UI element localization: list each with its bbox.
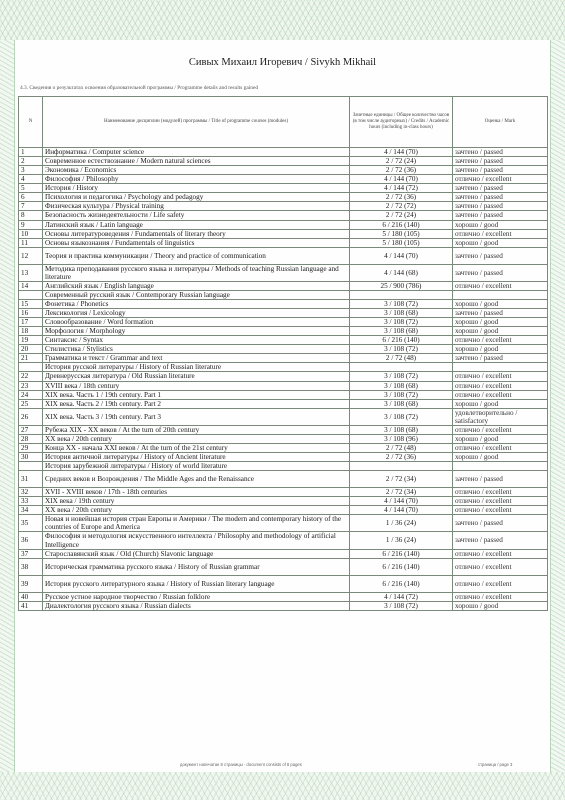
- table-row: [19, 506, 548, 515]
- row-course-title: Безопасность жизнедеятельности / Life safety: [43, 211, 350, 220]
- row-number: 24: [19, 390, 43, 399]
- row-mark: зачтено / passed: [453, 211, 548, 220]
- table-row: [19, 281, 548, 290]
- row-credits: [350, 290, 453, 299]
- table-row: [19, 381, 548, 390]
- row-credits: 6 / 216 (140): [350, 220, 453, 229]
- row-course-title: Современное естествознание / Modern natural sciences: [43, 157, 350, 166]
- row-number: 11: [19, 238, 43, 247]
- row-mark: [453, 290, 548, 299]
- row-credits: 2 / 72 (24): [350, 211, 453, 220]
- row-course-title: История античной литературы / History of Ancient literature: [43, 453, 350, 462]
- row-number: 26: [19, 408, 43, 425]
- row-mark: зачтено / passed: [453, 202, 548, 211]
- row-course-title: XVII - XVIII веков / 17th - 18th centuries: [43, 488, 350, 497]
- row-number: 3: [19, 166, 43, 175]
- row-course-title: История / History: [43, 184, 350, 193]
- row-credits: 3 / 108 (72): [350, 372, 453, 381]
- row-credits: 4 / 144 (70): [350, 497, 453, 506]
- row-number: [19, 462, 43, 471]
- row-number: 36: [19, 532, 43, 549]
- row-number: 20: [19, 345, 43, 354]
- row-course-title: История русского литературного языка / History of Russian literary language: [43, 575, 350, 592]
- row-number: 25: [19, 399, 43, 408]
- row-mark: отлично / excellent: [453, 488, 548, 497]
- table-header-row: [19, 97, 548, 148]
- row-number: 13: [19, 264, 43, 281]
- row-course-title: Методика преподавания русского языка и литературы / Methods of teaching Russian language and literature: [43, 264, 350, 281]
- row-number: 10: [19, 229, 43, 238]
- row-mark: отлично / excellent: [453, 443, 548, 452]
- row-credits: 1 / 36 (24): [350, 515, 453, 532]
- row-number: 21: [19, 354, 43, 363]
- row-credits: 3 / 108 (68): [350, 309, 453, 318]
- table-row: [19, 425, 548, 434]
- table-row: [19, 372, 548, 381]
- table-row: [19, 354, 548, 363]
- row-number: 39: [19, 575, 43, 592]
- guilloche-border-right: [551, 40, 565, 772]
- row-course-title: Информатика / Computer science: [43, 148, 350, 157]
- row-credits: 4 / 144 (72): [350, 184, 453, 193]
- table-row: [19, 363, 548, 372]
- table-row: [19, 462, 548, 471]
- row-mark: отлично / excellent: [453, 497, 548, 506]
- row-course-title: История русской литературы / History of Russian literature: [43, 363, 350, 372]
- row-number: 30: [19, 453, 43, 462]
- row-number: 19: [19, 336, 43, 345]
- row-mark: [453, 462, 548, 471]
- row-mark: удовлетворительно / satisfactory: [453, 408, 548, 425]
- row-credits: 2 / 72 (24): [350, 157, 453, 166]
- row-course-title: Физическая культура / Physical training: [43, 202, 350, 211]
- row-number: 37: [19, 549, 43, 558]
- table-row: [19, 318, 548, 327]
- row-credits: [350, 363, 453, 372]
- row-mark: отлично / excellent: [453, 575, 548, 592]
- row-number: 22: [19, 372, 43, 381]
- row-number: 28: [19, 434, 43, 443]
- row-mark: зачтено / passed: [453, 148, 548, 157]
- row-course-title: Морфология / Morphology: [43, 327, 350, 336]
- row-course-title: XIX века. Часть 3 / 19th century. Part 3: [43, 408, 350, 425]
- row-course-title: Конца XX - начала XXI веков / At the turn of the 21st century: [43, 443, 350, 452]
- row-credits: 2 / 72 (72): [350, 202, 453, 211]
- table-row: [19, 575, 548, 592]
- row-credits: 6 / 216 (140): [350, 575, 453, 592]
- row-mark: хорошо / good: [453, 220, 548, 229]
- row-number: 18: [19, 327, 43, 336]
- guilloche-border-top: [0, 0, 565, 40]
- row-number: 12: [19, 247, 43, 264]
- table-row: [19, 211, 548, 220]
- row-mark: отлично / excellent: [453, 175, 548, 184]
- row-mark: хорошо / good: [453, 299, 548, 308]
- row-credits: 3 / 108 (72): [350, 601, 453, 610]
- table-row: [19, 166, 548, 175]
- table-row: [19, 453, 548, 462]
- row-mark: зачтено / passed: [453, 193, 548, 202]
- row-number: 15: [19, 299, 43, 308]
- row-credits: 2 / 72 (36): [350, 193, 453, 202]
- row-course-title: Грамматика и текст / Grammar and text: [43, 354, 350, 363]
- row-credits: 25 / 900 (786): [350, 281, 453, 290]
- row-credits: 3 / 108 (72): [350, 408, 453, 425]
- row-credits: 2 / 72 (36): [350, 166, 453, 175]
- row-credits: 4 / 144 (72): [350, 592, 453, 601]
- row-mark: зачтено / passed: [453, 264, 548, 281]
- table-row: [19, 601, 548, 610]
- row-mark: отлично / excellent: [453, 229, 548, 238]
- row-course-title: Рубежа XIX - XX веков / At the turn of 20th century: [43, 425, 350, 434]
- row-credits: 3 / 108 (68): [350, 327, 453, 336]
- row-course-title: Фонетика / Phonetics: [43, 299, 350, 308]
- section-title: 4.3. Сведения о результатах освоения образовательной программы / Programme details and results gained: [20, 85, 259, 91]
- table-row: [19, 497, 548, 506]
- row-number: 1: [19, 148, 43, 157]
- row-credits: [350, 462, 453, 471]
- guilloche-border-left: [0, 40, 14, 772]
- row-credits: 2 / 72 (34): [350, 488, 453, 497]
- table-row: [19, 175, 548, 184]
- header-number: N: [19, 97, 43, 148]
- row-course-title: Словообразование / Word formation: [43, 318, 350, 327]
- row-course-title: Стилистика / Stylistics: [43, 345, 350, 354]
- table-row: [19, 515, 548, 532]
- row-course-title: Диалектология русского языка / Russian dialects: [43, 601, 350, 610]
- row-course-title: Лексикология / Lexicology: [43, 309, 350, 318]
- row-mark: хорошо / good: [453, 601, 548, 610]
- row-mark: отлично / excellent: [453, 381, 548, 390]
- row-credits: 3 / 108 (68): [350, 425, 453, 434]
- header-credits: Зачетные единицы / Общее количество часов (в том числе аудиторных) / Credits / Academic hours (including in-class hours): [350, 97, 453, 148]
- row-number: 5: [19, 184, 43, 193]
- grades-table: [18, 96, 548, 611]
- row-credits: 3 / 108 (96): [350, 434, 453, 443]
- row-mark: зачтено / passed: [453, 247, 548, 264]
- row-course-title: Экономика / Economics: [43, 166, 350, 175]
- row-course-title: Синтаксис / Syntax: [43, 336, 350, 345]
- table-row: [19, 558, 548, 575]
- row-mark: зачтено / passed: [453, 354, 548, 363]
- table-row: [19, 148, 548, 157]
- table-row: [19, 532, 548, 549]
- row-mark: хорошо / good: [453, 453, 548, 462]
- row-course-title: Основы языкознания / Fundamentals of linguistics: [43, 238, 350, 247]
- row-course-title: XVIII века / 18th century: [43, 381, 350, 390]
- row-number: 33: [19, 497, 43, 506]
- row-credits: 5 / 180 (105): [350, 238, 453, 247]
- row-credits: 3 / 108 (72): [350, 345, 453, 354]
- table-row: [19, 220, 548, 229]
- row-credits: 3 / 108 (72): [350, 390, 453, 399]
- table-row: [19, 390, 548, 399]
- footer-page-count: документ напечатан 8 страницы · document consists of 8 pages: [180, 762, 302, 767]
- row-number: 35: [19, 515, 43, 532]
- row-number: 2: [19, 157, 43, 166]
- table-row: [19, 408, 548, 425]
- row-mark: отлично / excellent: [453, 558, 548, 575]
- row-number: 16: [19, 309, 43, 318]
- row-course-title: Теория и практика коммуникации / Theory and practice of communication: [43, 247, 350, 264]
- row-course-title: Психология и педагогика / Psychology and pedagogy: [43, 193, 350, 202]
- row-course-title: Русское устное народное творчество / Russian folklore: [43, 592, 350, 601]
- row-number: 32: [19, 488, 43, 497]
- row-course-title: Основы литературоведения / Fundamentals of literary theory: [43, 229, 350, 238]
- row-credits: 3 / 108 (72): [350, 318, 453, 327]
- row-mark: зачтено / passed: [453, 309, 548, 318]
- row-credits: 2 / 72 (48): [350, 443, 453, 452]
- row-course-title: Философия и методология искусственного интеллекта / Philosophy and methodology of artificial Intelligence: [43, 532, 350, 549]
- row-mark: отлично / excellent: [453, 336, 548, 345]
- row-number: 41: [19, 601, 43, 610]
- row-mark: хорошо / good: [453, 399, 548, 408]
- row-credits: 4 / 144 (70): [350, 506, 453, 515]
- row-mark: отлично / excellent: [453, 372, 548, 381]
- row-credits: 4 / 144 (70): [350, 148, 453, 157]
- table-row: [19, 592, 548, 601]
- row-course-title: XX века / 20th century: [43, 434, 350, 443]
- row-course-title: Новая и новейшая история стран Европы и Америки / The modern and contemporary history of the countries of Europe and America: [43, 515, 350, 532]
- row-mark: зачтено / passed: [453, 515, 548, 532]
- table-row: [19, 193, 548, 202]
- table-row: [19, 327, 548, 336]
- row-mark: [453, 363, 548, 372]
- row-course-title: Философия / Philosophy: [43, 175, 350, 184]
- table-row: [19, 229, 548, 238]
- row-mark: хорошо / good: [453, 434, 548, 443]
- table-row: [19, 345, 548, 354]
- row-credits: 3 / 108 (72): [350, 299, 453, 308]
- row-credits: 4 / 144 (68): [350, 264, 453, 281]
- row-credits: 2 / 72 (36): [350, 453, 453, 462]
- table-row: [19, 336, 548, 345]
- row-mark: хорошо / good: [453, 318, 548, 327]
- table-row: [19, 488, 548, 497]
- row-mark: зачтено / passed: [453, 166, 548, 175]
- row-number: 29: [19, 443, 43, 452]
- table-row: [19, 157, 548, 166]
- footer-page-number: страница / page 3: [478, 762, 513, 767]
- row-number: 4: [19, 175, 43, 184]
- table-row: [19, 471, 548, 488]
- row-number: 7: [19, 202, 43, 211]
- table-row: [19, 247, 548, 264]
- row-course-title: История зарубежной литературы / History of world literature: [43, 462, 350, 471]
- row-course-title: Средних веков и Возрождения / The Middle Ages and the Renaissance: [43, 471, 350, 488]
- table-body: [19, 148, 548, 611]
- row-course-title: Древнерусская литература / Old Russian literature: [43, 372, 350, 381]
- row-number: 34: [19, 506, 43, 515]
- row-mark: хорошо / good: [453, 238, 548, 247]
- table-row: [19, 238, 548, 247]
- row-course-title: XIX века / 19th century: [43, 497, 350, 506]
- row-number: [19, 363, 43, 372]
- row-credits: 5 / 180 (105): [350, 229, 453, 238]
- guilloche-border-bottom: [0, 772, 565, 800]
- row-course-title: Старославянский язык / Old (Church) Slavonic language: [43, 549, 350, 558]
- row-number: [19, 290, 43, 299]
- row-course-title: XX века / 20th century: [43, 506, 350, 515]
- row-mark: зачтено / passed: [453, 471, 548, 488]
- table-row: [19, 299, 548, 308]
- row-number: 8: [19, 211, 43, 220]
- table-row: [19, 434, 548, 443]
- header-mark: Оценка / Mark: [453, 97, 548, 148]
- table-row: [19, 399, 548, 408]
- table-row: [19, 202, 548, 211]
- row-mark: отлично / excellent: [453, 425, 548, 434]
- table-row: [19, 184, 548, 193]
- row-course-title: Современный русский язык / Contemporary Russian language: [43, 290, 350, 299]
- student-name: Сивых Михаил Игоревич / Sivykh Mikhail: [188, 57, 377, 68]
- row-mark: отлично / excellent: [453, 549, 548, 558]
- row-course-title: XIX века. Часть 2 / 19th century. Part 2: [43, 399, 350, 408]
- table-row: [19, 264, 548, 281]
- row-number: 23: [19, 381, 43, 390]
- row-number: 38: [19, 558, 43, 575]
- row-mark: отлично / excellent: [453, 592, 548, 601]
- row-course-title: Историческая грамматика русского языка / History of Russian grammar: [43, 558, 350, 575]
- row-credits: 2 / 72 (34): [350, 471, 453, 488]
- row-mark: зачтено / passed: [453, 157, 548, 166]
- row-mark: отлично / excellent: [453, 390, 548, 399]
- row-number: 40: [19, 592, 43, 601]
- header-course-title: Наименование дисциплин (модулей) программы / Title of programme courses (modules): [43, 97, 350, 148]
- row-course-title: Английский язык / English language: [43, 281, 350, 290]
- row-credits: 4 / 144 (70): [350, 247, 453, 264]
- row-mark: хорошо / good: [453, 345, 548, 354]
- row-course-title: Латинский язык / Latin language: [43, 220, 350, 229]
- row-credits: 6 / 216 (140): [350, 558, 453, 575]
- table-row: [19, 309, 548, 318]
- row-credits: 6 / 216 (140): [350, 549, 453, 558]
- row-mark: зачтено / passed: [453, 184, 548, 193]
- row-credits: 3 / 108 (68): [350, 381, 453, 390]
- table-row: [19, 443, 548, 452]
- row-number: 9: [19, 220, 43, 229]
- row-number: 14: [19, 281, 43, 290]
- row-mark: хорошо / good: [453, 327, 548, 336]
- row-credits: 4 / 144 (70): [350, 175, 453, 184]
- row-credits: 1 / 36 (24): [350, 532, 453, 549]
- row-number: 17: [19, 318, 43, 327]
- row-credits: 3 / 108 (68): [350, 399, 453, 408]
- table-row: [19, 290, 548, 299]
- row-credits: 6 / 216 (140): [350, 336, 453, 345]
- row-number: 6: [19, 193, 43, 202]
- row-credits: 2 / 72 (48): [350, 354, 453, 363]
- row-number: 31: [19, 471, 43, 488]
- row-number: 27: [19, 425, 43, 434]
- row-mark: отлично / excellent: [453, 281, 548, 290]
- row-mark: отлично / excellent: [453, 506, 548, 515]
- row-mark: зачтено / passed: [453, 532, 548, 549]
- row-course-title: XIX века. Часть 1 / 19th century. Part 1: [43, 390, 350, 399]
- table-row: [19, 549, 548, 558]
